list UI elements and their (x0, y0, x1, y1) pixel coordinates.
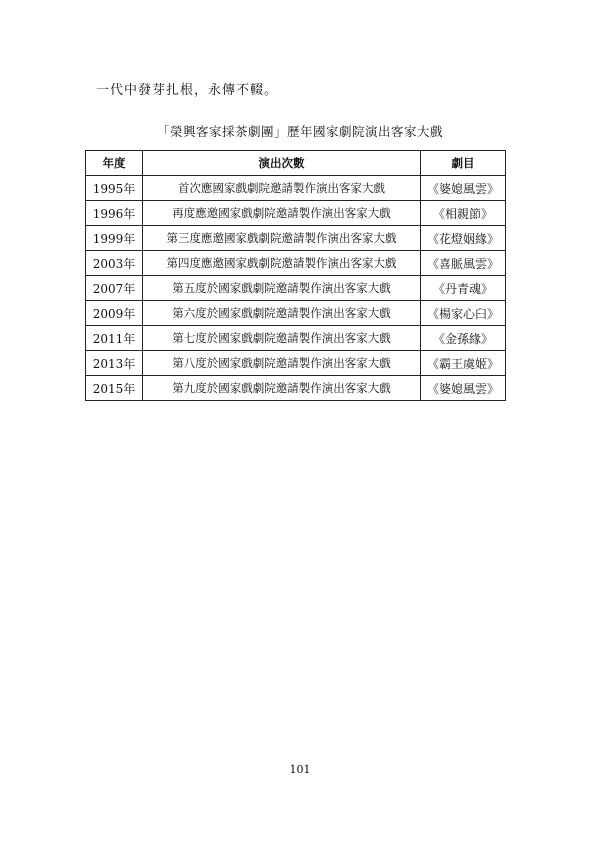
page-number: 101 (289, 763, 311, 776)
performance-cell: 第三度應邀國家戲劇院邀請製作演出客家大戲 (143, 226, 421, 251)
performance-cell: 第八度於國家戲劇院邀請製作演出客家大戲 (143, 351, 421, 376)
play-title-cell: 《霸王虞姬》 (421, 351, 506, 376)
performance-cell: 第五度於國家戲劇院邀請製作演出客家大戲 (143, 276, 421, 301)
play-title-cell: 《相親節》 (421, 201, 506, 226)
play-title-cell: 《金孫緣》 (421, 326, 506, 351)
play-title-cell: 《婆媳風雲》 (421, 376, 506, 401)
year-cell: 1999年 (86, 226, 143, 251)
performance-cell: 第四度應邀國家戲劇院邀請製作演出客家大戲 (143, 251, 421, 276)
table-caption: 「榮興客家採茶劇團」歷年國家劇院演出客家大戲 (156, 124, 443, 139)
table-row (86, 176, 506, 201)
year-cell: 2015年 (86, 376, 143, 401)
table-row (86, 351, 506, 376)
performance-cell: 第七度於國家戲劇院邀請製作演出客家大戲 (143, 326, 421, 351)
performance-cell: 首次應國家戲劇院邀請製作演出客家大戲 (143, 176, 421, 201)
year-cell: 2011年 (86, 326, 143, 351)
table-row (86, 226, 506, 251)
year-cell: 2007年 (86, 276, 143, 301)
play-title-cell: 《喜脈風雲》 (421, 251, 506, 276)
play-title-cell: 《花燈姻緣》 (421, 226, 506, 251)
play-title-cell: 《丹青魂》 (421, 276, 506, 301)
year-cell: 2009年 (86, 301, 143, 326)
table-row (86, 276, 506, 301)
performance-cell: 再度應邀國家戲劇院邀請製作演出客家大戲 (143, 201, 421, 226)
header-year: 年度 (86, 151, 143, 176)
table-row (86, 251, 506, 276)
performance-cell: 第九度於國家戲劇院邀請製作演出客家大戲 (143, 376, 421, 401)
year-cell: 1995年 (86, 176, 143, 201)
performance-cell: 第六度於國家戲劇院邀請製作演出客家大戲 (143, 301, 421, 326)
play-title-cell: 《婆媳風雲》 (421, 176, 506, 201)
table-row (86, 301, 506, 326)
year-cell: 2013年 (86, 351, 143, 376)
performance-table (85, 150, 506, 401)
table-header-row (86, 151, 506, 176)
play-title-cell: 《楊家心臼》 (421, 301, 506, 326)
year-cell: 1996年 (86, 201, 143, 226)
intro-paragraph: 一代中發芽扎根，永傳不輟。 (96, 83, 279, 98)
table-row (86, 201, 506, 226)
header-play-title: 劇目 (421, 151, 506, 176)
table-row (86, 326, 506, 351)
year-cell: 2003年 (86, 251, 143, 276)
header-performance: 演出次數 (143, 151, 421, 176)
table-row (86, 376, 506, 401)
